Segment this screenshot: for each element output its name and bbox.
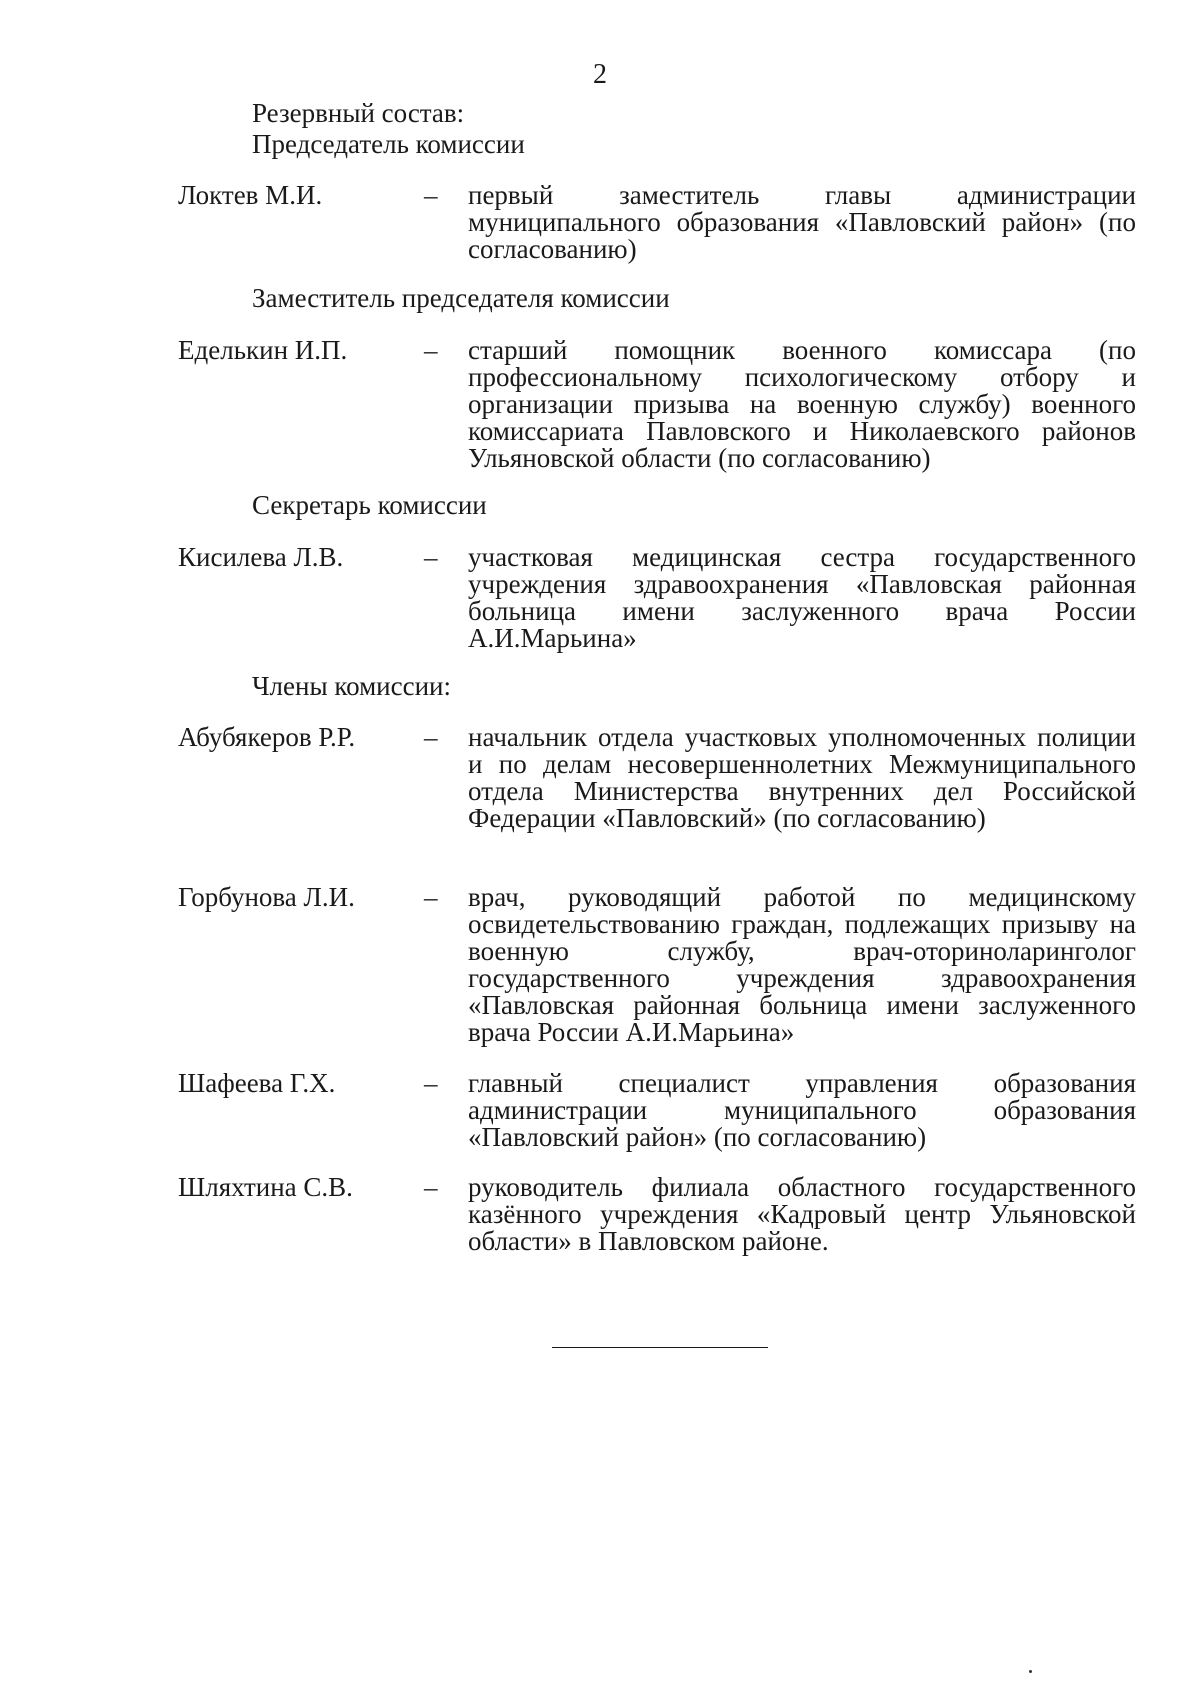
member-description: старший помощник военного комиссара (по профессиональному психологическому отбору и организации призыва на военную службу) военного комиссариата Павловского и Николаевского районов Ульяновской области (по согласованию) (468, 335, 1136, 473)
member-description: врач, руководящий работой по медицинскому освидетельствованию граждан, подлежащих призыву на военную службу, врач-оториноларинголог государственного учреждения здравоохранения «Павловская районная больница имени заслуженного врача России А.И.Марьина» (468, 882, 1136, 1047)
member-name: Кисилева Л.В. (178, 542, 344, 572)
scan-speck (1029, 1670, 1032, 1673)
member-name: Локтев М.И. (178, 180, 323, 210)
dash-separator: – (424, 722, 438, 752)
heading-deputy-chairman: Заместитель председателя комиссии (252, 283, 670, 313)
heading-members: Члены комиссии: (252, 671, 451, 701)
dash-separator: – (424, 542, 438, 572)
heading-secretary: Секретарь комиссии (252, 490, 487, 520)
member-name: Горбунова Л.И. (178, 882, 355, 912)
member-name: Абубякеров Р.Р. (178, 722, 356, 752)
member-description: первый заместитель главы администрации муниципального образования «Павловский район» (по согласованию) (468, 180, 1136, 264)
dash-separator: – (424, 882, 438, 912)
dash-separator: – (424, 180, 438, 210)
closing-rule (552, 1347, 768, 1348)
member-description: участковая медицинская сестра государственного учреждения здравоохранения «Павловская районная больница имени заслуженного врача России А.И.Марьина» (468, 542, 1136, 653)
heading-chairman: Председатель комиссии (252, 129, 525, 159)
dash-separator: – (424, 1068, 438, 1098)
member-description: начальник отдела участковых уполномоченных полиции и по делам несовершеннолетних Межмуниципального отдела Министерства внутренних дел Российской Федерации «Павловский» (по согласованию) (468, 722, 1136, 833)
dash-separator: – (424, 1172, 438, 1202)
member-description: руководитель филиала областного государственного казённого учреждения «Кадровый центр Ульяновской области» в Павловском районе. (468, 1172, 1136, 1256)
dash-separator: – (424, 335, 438, 365)
member-name: Шляхтина С.В. (178, 1172, 353, 1202)
heading-reserve-composition: Резервный состав: (252, 98, 465, 128)
member-name: Еделькин И.П. (178, 335, 348, 365)
member-description: главный специалист управления образования администрации муниципального образования «Павловский район» (по согласованию) (468, 1068, 1136, 1152)
member-name: Шафеева Г.Х. (178, 1068, 336, 1098)
page-number: 2 (593, 59, 607, 90)
